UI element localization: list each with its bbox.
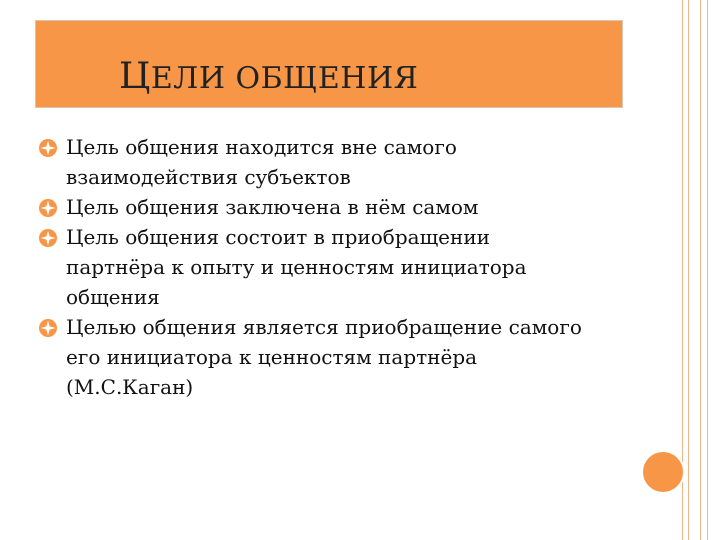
bullet-text-line: Целью общения является приобращение самого — [66, 315, 582, 339]
decorative-line — [700, 0, 701, 540]
four-petal-star-icon — [38, 138, 58, 158]
decorative-circle — [641, 450, 685, 494]
decorative-line — [707, 0, 708, 540]
bullet-item — [38, 132, 658, 192]
decorative-line — [688, 0, 689, 540]
bullet-text-line: общения — [66, 285, 160, 309]
bullet-item — [38, 312, 658, 402]
bullet-text-line: Цель общения заключена в нём самом — [66, 195, 479, 219]
title-rest: ЕЛИ ОБЩЕНИЯ — [150, 61, 419, 96]
four-petal-star-icon — [38, 198, 58, 218]
bullet-item — [38, 222, 658, 312]
bullet-text-line: Цель общения находится вне самого — [66, 135, 457, 159]
bullet-text-line: Цель общения состоит в приобращении — [66, 225, 490, 249]
decorative-line — [682, 0, 683, 540]
slide-title — [119, 56, 418, 97]
title-initial: Ц — [119, 56, 151, 97]
bullet-text-line: (М.С.Каган) — [66, 375, 194, 399]
bullet-list — [38, 132, 658, 402]
bullet-item — [38, 192, 658, 222]
four-petal-star-icon — [38, 228, 58, 248]
bullet-text-line: его инициатора к ценностям партнёра — [66, 345, 478, 369]
bullet-text-line: взаимодействия субъектов — [66, 165, 351, 189]
bullet-text-line: партнёра к опыту и ценностям инициатора — [66, 255, 527, 279]
four-petal-star-icon — [38, 318, 58, 338]
